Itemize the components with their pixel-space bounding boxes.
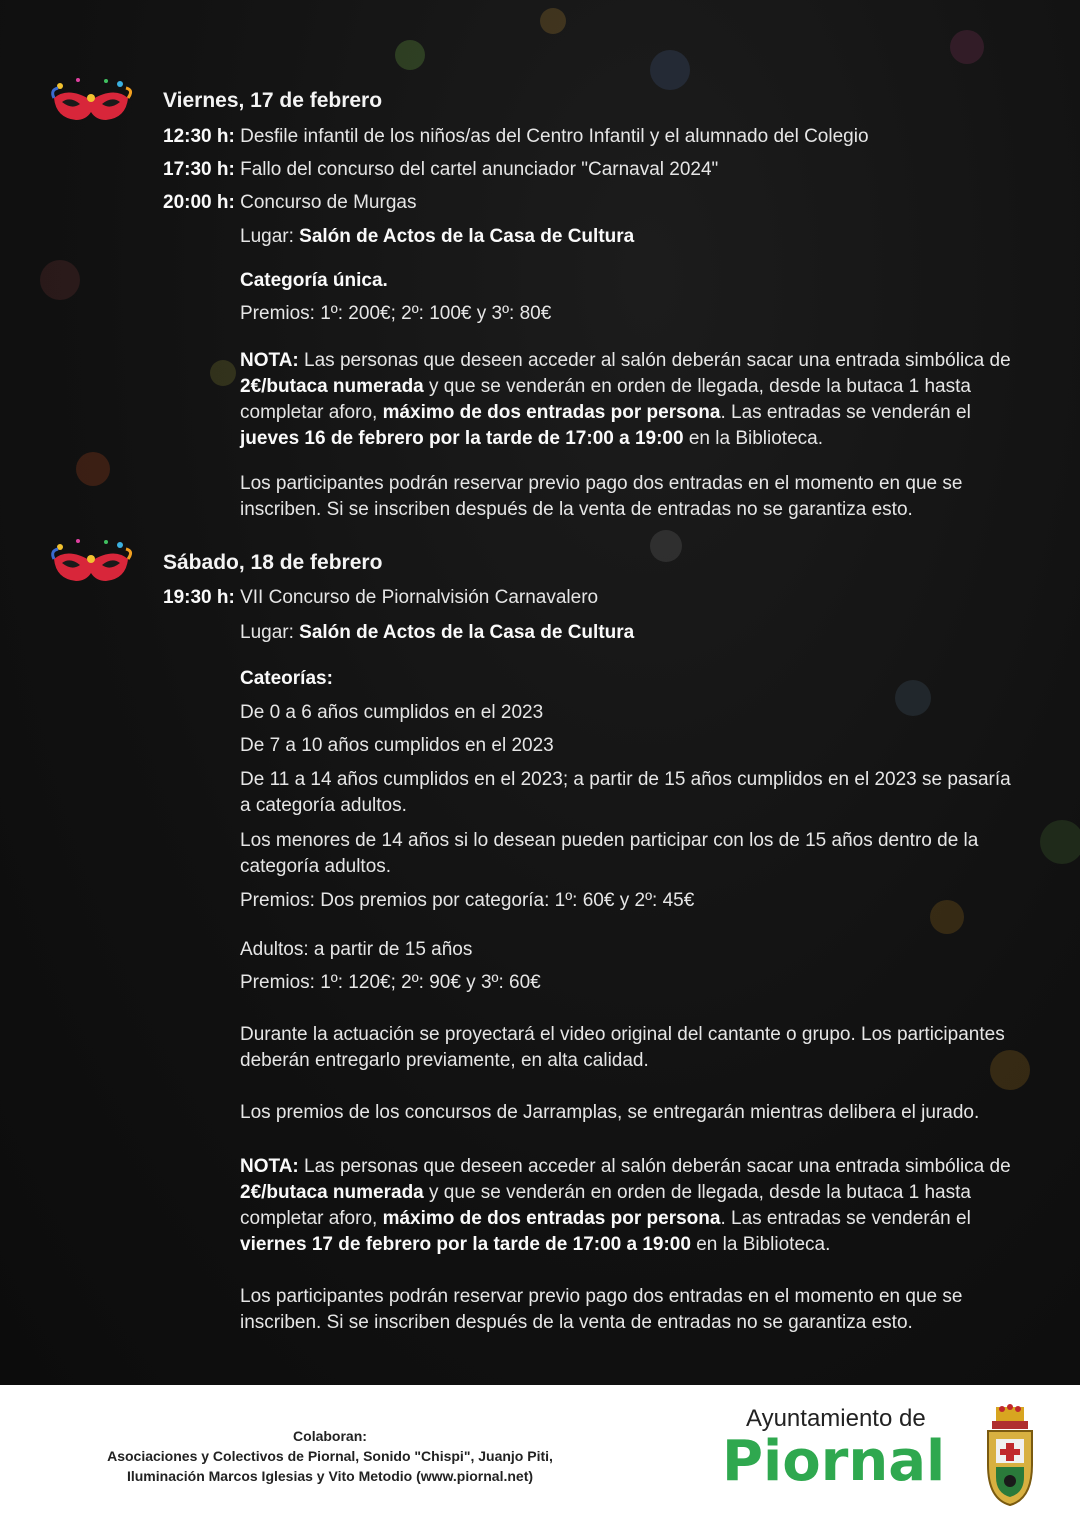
friday-event-3: 20:00 h: Concurso de Murgas [163, 192, 417, 213]
saturday-jarramplas: Los premios de los concursos de Jarramplas, se entregarán mientras delibera el jurado. [240, 1102, 980, 1123]
friday-categoria: Categoría única. [240, 270, 388, 291]
town-logo-text: Piornal [722, 1429, 946, 1494]
saturday-participantes: Los participantes podrán reservar previo pago dos entradas en el momento en que se inscriben. Si se inscriben después de la venta de entradas no se garantiza esto. [240, 1286, 963, 1333]
friday-event-1: 12:30 h: Desfile infantil de los niños/as del Centro Infantil y el alumnado del Colegio [163, 126, 869, 147]
saturday-title: Sábado, 18 de febrero [163, 551, 383, 574]
friday-premios: Premios: 1º: 200€; 2º: 100€ y 3º: 80€ [240, 303, 552, 324]
saturday-menores: Los menores de 14 años si lo desean pueden participar con los de 15 años dentro de la categoría adultos. [240, 830, 979, 877]
colaboran-text: Asociaciones y Colectivos de Piornal, Sonido "Chispi", Juanjo Piti, Iluminación Marcos Iglesias y Vito Metodio (www.piornal.net) [107, 1448, 553, 1484]
saturday-nota: NOTA: Las personas que deseen acceder al salón deberán sacar una entrada simbólica de 2€/butaca numerada y que se venderán en orden de llegada, desde la butaca 1 hasta completar aforo, máximo de dos entradas por persona. Las entradas se venderán el viernes 17 de febrero por la tarde de 17:00 a 19:00 en la Biblioteca. [240, 1156, 1011, 1255]
footer [0, 1385, 1080, 1528]
colaboran-title: Colaboran: [293, 1428, 367, 1444]
friday-participantes: Los participantes podrán reservar previo pago dos entradas en el momento en que se inscriben. Si se inscriben después de la venta de entradas no se garantiza esto. [240, 473, 963, 520]
carnival-mask-icon [48, 537, 134, 591]
friday-nota: NOTA: Las personas que deseen acceder al salón deberán sacar una entrada simbólica de 2€/butaca numerada y que se venderán en orden de llegada, desde la butaca 1 hasta completar aforo, máximo de dos entradas por persona. Las entradas se venderán el jueves 16 de febrero por la tarde de 17:00 a 19:00 en la Biblioteca. [240, 350, 1011, 449]
saturday-cat-2: De 7 a 10 años cumplidos en el 2023 [240, 735, 554, 756]
friday-title: Viernes, 17 de febrero [163, 89, 383, 112]
carnival-mask-icon [48, 76, 134, 130]
saturday-categorias-title: Cateorías: [240, 668, 333, 689]
saturday-premios-adultos: Premios: 1º: 120€; 2º: 90€ y 3º: 60€ [240, 972, 541, 993]
friday-lugar: Lugar: Salón de Actos de la Casa de Cultura [240, 226, 635, 247]
friday-event-2: 17:30 h: Fallo del concurso del cartel anunciador "Carnaval 2024" [163, 159, 719, 180]
ayuntamiento-label: Ayuntamiento de [746, 1405, 926, 1432]
saturday-cat-1: De 0 a 6 años cumplidos en el 2023 [240, 702, 544, 723]
saturday-cat-3: De 11 a 14 años cumplidos en el 2023; a partir de 15 años cumplidos en el 2023 se pasaría a categoría adultos. [240, 769, 1011, 816]
saturday-premios-cat: Premios: Dos premios por categoría: 1º: 60€ y 2º: 45€ [240, 890, 695, 911]
saturday-event: 19:30 h: VII Concurso de Piornalvisión Carnavalero [163, 587, 599, 608]
saturday-adultos: Adultos: a partir de 15 años [240, 939, 473, 960]
saturday-video: Durante la actuación se proyectará el video original del cantante o grupo. Los participantes deberán entregarlo previamente, en alta calidad. [240, 1024, 1005, 1071]
coat-of-arms-icon [984, 1403, 1036, 1509]
saturday-lugar: Lugar: Salón de Actos de la Casa de Cultura [240, 622, 635, 643]
